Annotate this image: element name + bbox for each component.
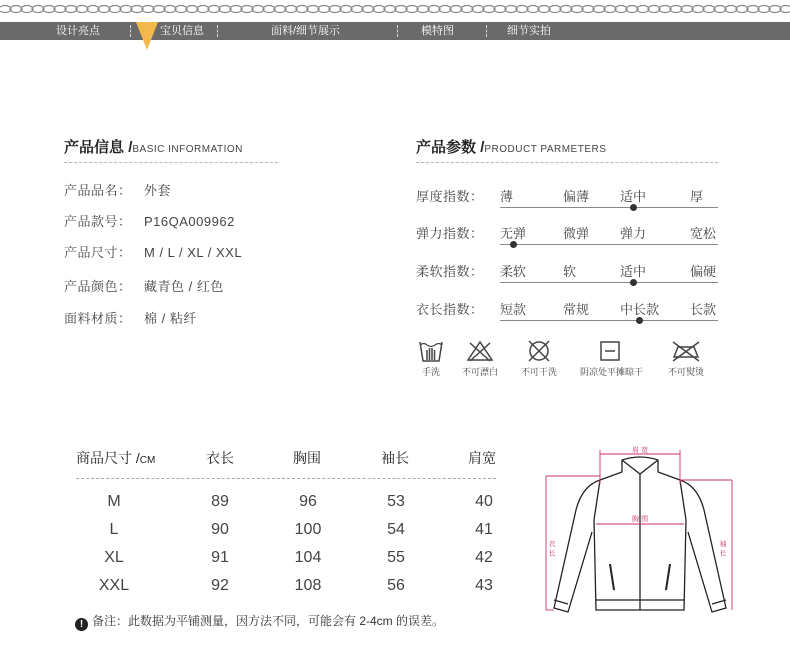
chain-link [76,6,88,13]
care-label: 不可干洗 [520,367,557,377]
chain-link [32,6,44,13]
chain-link [461,6,473,13]
chain-link [637,6,649,13]
measurement-cell: 42 [475,549,493,566]
parameter-option: 薄 [500,189,514,204]
care-item [580,339,644,378]
chain-link [692,6,704,13]
parameter-option: 弹力 [620,226,647,241]
chain-link [406,6,418,13]
chain-link [197,6,209,13]
measurement-cell: 54 [387,521,405,538]
chain-link [769,6,781,13]
chain-link [10,6,22,13]
no-iron-icon [670,339,702,363]
parameter-option: 偏硬 [690,264,717,279]
chain-link [549,6,561,13]
measurement-cell: 43 [475,577,493,594]
info-row-size [64,242,242,261]
parameter-label: 厚度指数： [416,189,484,204]
chain-link [351,6,363,13]
parameter-option: 短款 [500,302,527,317]
info-row-material [64,308,197,327]
info-label: 产品尺寸： [64,245,132,260]
basic-info-title: 产品信息 [64,139,125,156]
chain-link [483,6,495,13]
parameters-title: 产品参数 [416,139,477,156]
chain-link [109,6,121,13]
chain-link [582,6,594,13]
chain-link [571,6,583,13]
info-value: M / L / XL / XXL [144,245,243,260]
measurement-cell: 96 [299,493,317,510]
nav-divider [397,25,398,37]
nav-divider [130,25,131,37]
measurement-cell: 89 [211,493,229,510]
divider [416,162,718,163]
chain-link [736,6,748,13]
nav-item-info[interactable]: 宝贝信息 [160,25,204,37]
chain-link [505,6,517,13]
chain-link [714,6,726,13]
chain-border-decoration [0,2,790,16]
chain-link [626,6,638,13]
divider [64,162,278,163]
size-cell: M [107,493,121,510]
chain-link [373,6,385,13]
info-value: P16QA009962 [144,214,235,229]
info-row-style-no [64,211,235,230]
chain-link [0,6,11,13]
parameter-scale-line [500,320,718,321]
shade-dry-flat-icon [596,339,624,363]
parameter-option: 宽松 [690,226,717,241]
column-header: 袖长 [381,450,409,466]
info-value: 外套 [144,183,172,198]
parameter-option: 偏薄 [563,189,590,204]
parameter-marker [636,317,643,324]
chain-link [527,6,539,13]
info-label: 产品品名： [64,183,132,198]
parameter-marker [510,241,517,248]
parameter-option: 常规 [563,302,590,317]
parameter-label: 衣长指数： [416,302,484,317]
size-cell: XXL [98,577,130,594]
chain-link [54,6,66,13]
measurement-cell: 55 [387,549,405,566]
info-label: 面料材质： [64,311,132,326]
nav-bar [0,22,790,40]
chain-link [604,6,616,13]
chain-link [219,6,231,13]
chain-link [43,6,55,13]
chain-link [362,6,374,13]
chain-link [208,6,220,13]
no-bleach-icon [465,339,495,363]
chain-link [725,6,737,13]
parameter-option: 适中 [620,264,647,279]
size-cell: L [109,521,119,538]
chain-link [175,6,187,13]
shoulder-label: 肩 宽 [631,446,649,454]
chain-link [318,6,330,13]
parameter-scale-line [500,244,718,245]
nav-active-pointer-icon [136,22,158,50]
nav-item-details[interactable]: 细节实拍 [507,25,551,37]
table-divider [76,478,496,479]
parameter-scale-line [500,282,718,283]
chain-link [560,6,572,13]
parameter-label: 弹力指数： [416,226,484,241]
measurement-cell: 91 [211,549,229,566]
column-header: 胸围 [293,450,321,466]
nav-item-design[interactable]: 设计亮点 [56,25,100,37]
chain-link [648,6,660,13]
chain-link [439,6,451,13]
parameters-heading: 产品参数 /PRODUCT PARMETERS [416,139,607,156]
info-value: 棉 / 粘纤 [144,311,197,326]
parameters-title-en: PRODUCT PARMETERS [484,144,607,155]
chain-link [153,6,165,13]
size-table-title-text: 商品尺寸 / [76,450,140,466]
parameter-option: 无弹 [500,226,527,241]
chain-link [164,6,176,13]
parameter-option: 微弹 [563,226,590,241]
chain-link [274,6,286,13]
info-row-color [64,276,224,295]
chain-link [659,6,671,13]
nav-item-model[interactable]: 模特图 [421,25,454,37]
chain-link [538,6,550,13]
measurement-cell: 56 [387,577,405,594]
chain-link [516,6,528,13]
basic-info-heading: 产品信息 /BASIC INFORMATION [64,139,243,156]
measurement-cell: 108 [294,577,322,594]
chain-link [142,6,154,13]
parameter-option: 厚 [690,189,704,204]
column-header: 衣长 [206,450,234,466]
chain-link [263,6,275,13]
parameter-option: 中长款 [620,302,660,317]
chain-link [131,6,143,13]
care-item [450,339,510,378]
chain-link [758,6,770,13]
chain-link [120,6,132,13]
measurement-cell: 90 [211,521,229,538]
chain-link [241,6,253,13]
jacket-measurement-diagram [540,440,740,625]
chain-link [417,6,429,13]
chain-link [329,6,341,13]
chain-link [307,6,319,13]
chain-link [21,6,33,13]
chest-label: 胸 围 [631,515,649,523]
chain-link [681,6,693,13]
measurement-cell: 41 [475,521,493,538]
info-value: 藏青色 / 红色 [144,279,224,294]
no-dry-clean-icon [525,339,553,363]
nav-divider [217,25,218,37]
measurement-cell: 100 [294,521,322,538]
parameter-marker [630,279,637,286]
chain-link [615,6,627,13]
chain-link [703,6,715,13]
measurement-cell: 92 [211,577,229,594]
chain-link [494,6,506,13]
note-text: 备注：此数据为平铺测量，因方法不同，可能会有 2-4cm 的误差。 [92,614,445,628]
chain-link [87,6,99,13]
warning-icon: ! [75,618,88,631]
care-item [656,339,716,378]
size-table-title [76,448,155,468]
care-label: 不可熨烫 [667,367,704,377]
care-label: 手洗 [421,367,440,377]
chain-link [395,6,407,13]
chain-link [472,6,484,13]
chain-link [296,6,308,13]
chain-link [428,6,440,13]
info-label: 产品颜色： [64,279,132,294]
parameter-option: 软 [563,264,577,279]
size-cell: XL [104,549,124,566]
sleeve-label: 袖 长 [719,540,727,557]
chain-link [252,6,264,13]
column-header: 肩宽 [468,450,496,466]
chain-link [186,6,198,13]
measurement-cell: 104 [294,549,322,566]
info-row-name [64,180,171,199]
care-item [509,339,569,378]
chain-link [65,6,77,13]
parameter-option: 适中 [620,189,647,204]
nav-item-fabric[interactable]: 面料/细节展示 [271,25,341,37]
chain-link [747,6,759,13]
measurement-cell: 40 [475,493,493,510]
nav-divider [486,25,487,37]
hand-wash-icon [417,339,445,363]
chain-link [285,6,297,13]
care-label: 不可漂白 [461,367,498,377]
care-label: 阴凉处平摊晾干 [580,367,644,377]
size-table-unit: CM [139,455,156,466]
chain-link [670,6,682,13]
measurement-cell: 53 [387,493,405,510]
parameter-scale-line [500,207,718,208]
measurement-note [75,612,444,631]
parameter-label: 柔软指数： [416,264,484,279]
chain-link [340,6,352,13]
info-label: 产品款号： [64,214,132,229]
length-label: 衣 长 [548,540,556,557]
parameter-marker [630,204,637,211]
parameter-option: 长款 [690,302,717,317]
chain-link [450,6,462,13]
parameter-option: 柔软 [500,264,527,279]
chain-link [384,6,396,13]
chain-link [230,6,242,13]
basic-info-title-en: BASIC INFORMATION [132,144,243,155]
chain-link [98,6,110,13]
chain-link [593,6,605,13]
